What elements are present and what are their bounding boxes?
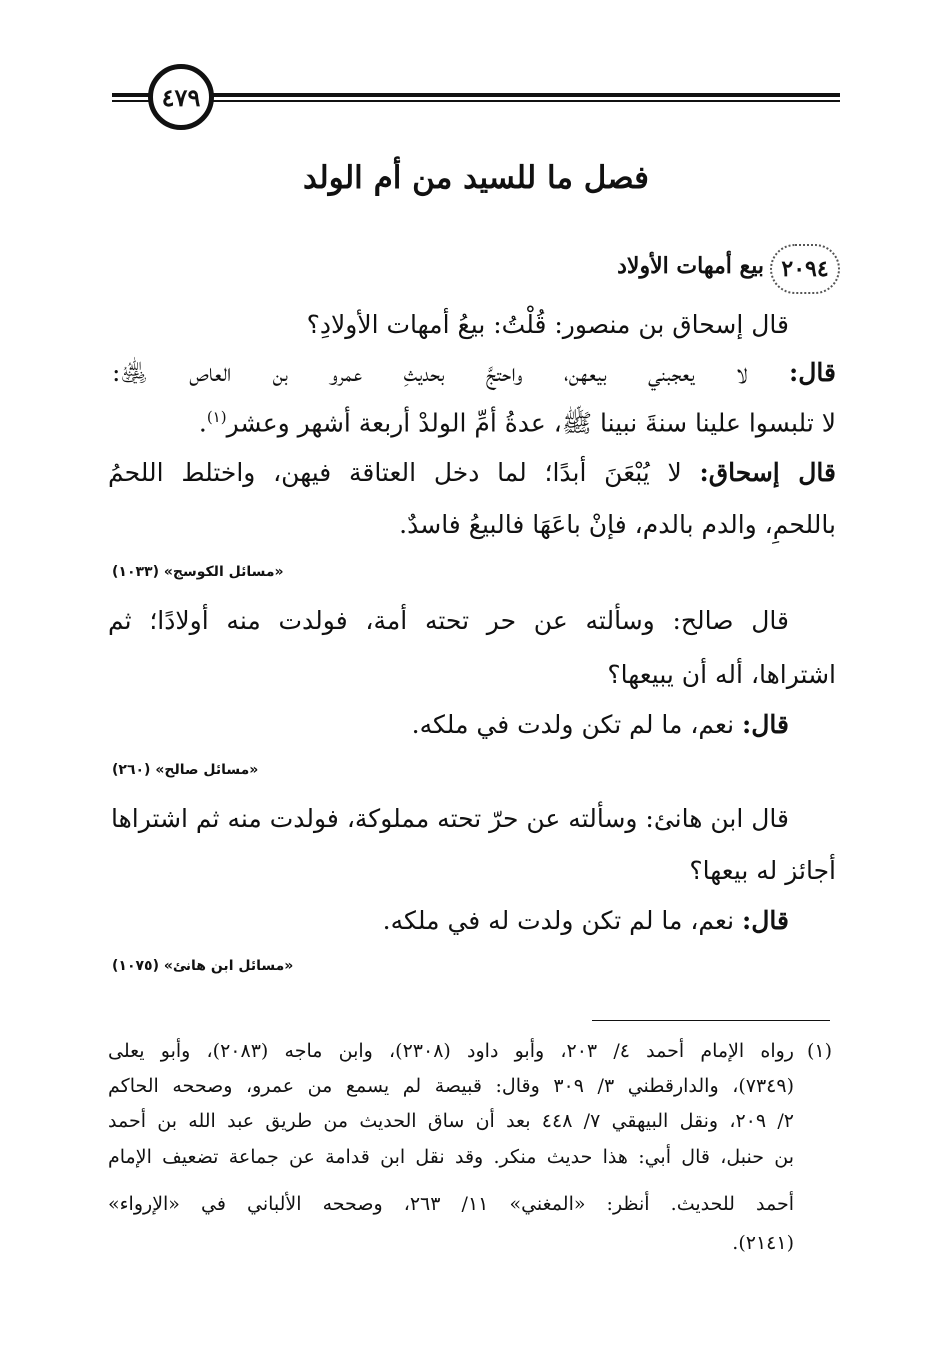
entry-number-badge: ٢٠٩٤ <box>770 244 840 294</box>
text-line <box>108 408 836 438</box>
text-span: لا يُبْعَنَ أبدًا؛ لما دخل العتاقة فيهن، واختلط اللحمُ <box>108 458 682 487</box>
header-rule-thick <box>112 93 840 97</box>
header-rule-thin <box>112 100 840 102</box>
footnote-ref: (١) <box>206 408 227 426</box>
text-line: اشتراها، أله أن يبيعها؟ <box>607 660 836 689</box>
text-line: قال إسحاق بن منصور: قُلْتُ: بيعُ أمهات الأولادِ؟ <box>306 310 789 339</box>
footnote-line: ٢/ ٢٠٩، ونقل البيهقي ٧/ ٤٤٨ بعد أن ساق الحديث من طريق عبد الله بن أحمد <box>108 1110 794 1132</box>
text-line: باللحمِ، والدم بالدم، فإنْ باعَهَا فالبيعُ فاسدٌ. <box>399 510 836 539</box>
speaker-label: قال: <box>789 358 836 387</box>
footnote-number: (١) <box>806 1040 832 1062</box>
text-line <box>108 710 789 740</box>
footnote-line: (٧٣٤٩)، والدارقطني ٣/ ٣٠٩ وقال: قبيصة لم يسمع من عمرو، وصححه الحاكم <box>108 1075 794 1097</box>
chapter-title: فصل ما للسيد من أم الولد <box>303 160 649 196</box>
text-line: قال ابن هانئ: وسألته عن حرّ تحته مملوكة، فولدت منه ثم اشتراها <box>110 804 789 833</box>
text-span: لا تلبسوا علينا سنةَ نبينا ﷺ، عدةُ أمِّ الولدْ أربعة أشهر وعشر <box>226 408 836 438</box>
text-line <box>108 458 836 488</box>
speaker-label: قال إسحاق: <box>699 458 836 487</box>
source-citation: «مسائل ابن هانئ» (١٠٧٥) <box>112 958 294 974</box>
footnote-divider <box>592 1020 830 1021</box>
page-number: ٤٧٩ <box>148 64 214 130</box>
text-span: . <box>198 408 207 438</box>
source-citation: «مسائل الكوسج» (١٠٣٣) <box>112 564 284 580</box>
text-line: أجائز له بيعها؟ <box>689 856 836 885</box>
speaker-label: قال: <box>742 710 789 739</box>
footnote-line: بن حنبل، قال أبي: هذا حديث منكر. وقد نقل ابن قدامة عن جماعة تضعيف الإمام <box>108 1146 794 1168</box>
text-span: لا يعجبني بيعهن، واحتجَّ بحديثِ عمرو بن العاص ﵁: <box>112 358 748 387</box>
footnote-line: أحمد للحديث. أنظر: «المغني» ١١/ ٢٦٣، وصححه الألباني في «الإرواء» <box>108 1193 795 1215</box>
source-citation: «مسائل صالح» (٢٦٠) <box>112 762 259 778</box>
text-span: نعم، ما لم تكن ولدت له في ملكه. <box>382 906 735 935</box>
text-span: نعم، ما لم تكن ولدت في ملكه. <box>411 710 735 739</box>
footnote-line: رواه الإمام أحمد ٤/ ٢٠٣، وأبو داود (٢٣٠٨)، وابن ماجه (٢٠٨٣)، وأبو يعلى <box>108 1040 794 1062</box>
text-line: قال صالح: وسألته عن حر تحته أمة، فولدت منه أولادًا؛ ثم <box>108 606 789 635</box>
speaker-label: قال: <box>742 906 789 935</box>
text-line <box>108 906 789 936</box>
section-heading: بيع أمهات الأولاد <box>617 253 764 279</box>
text-line <box>112 358 836 388</box>
footnote-line: (٢١٤١). <box>732 1232 794 1254</box>
